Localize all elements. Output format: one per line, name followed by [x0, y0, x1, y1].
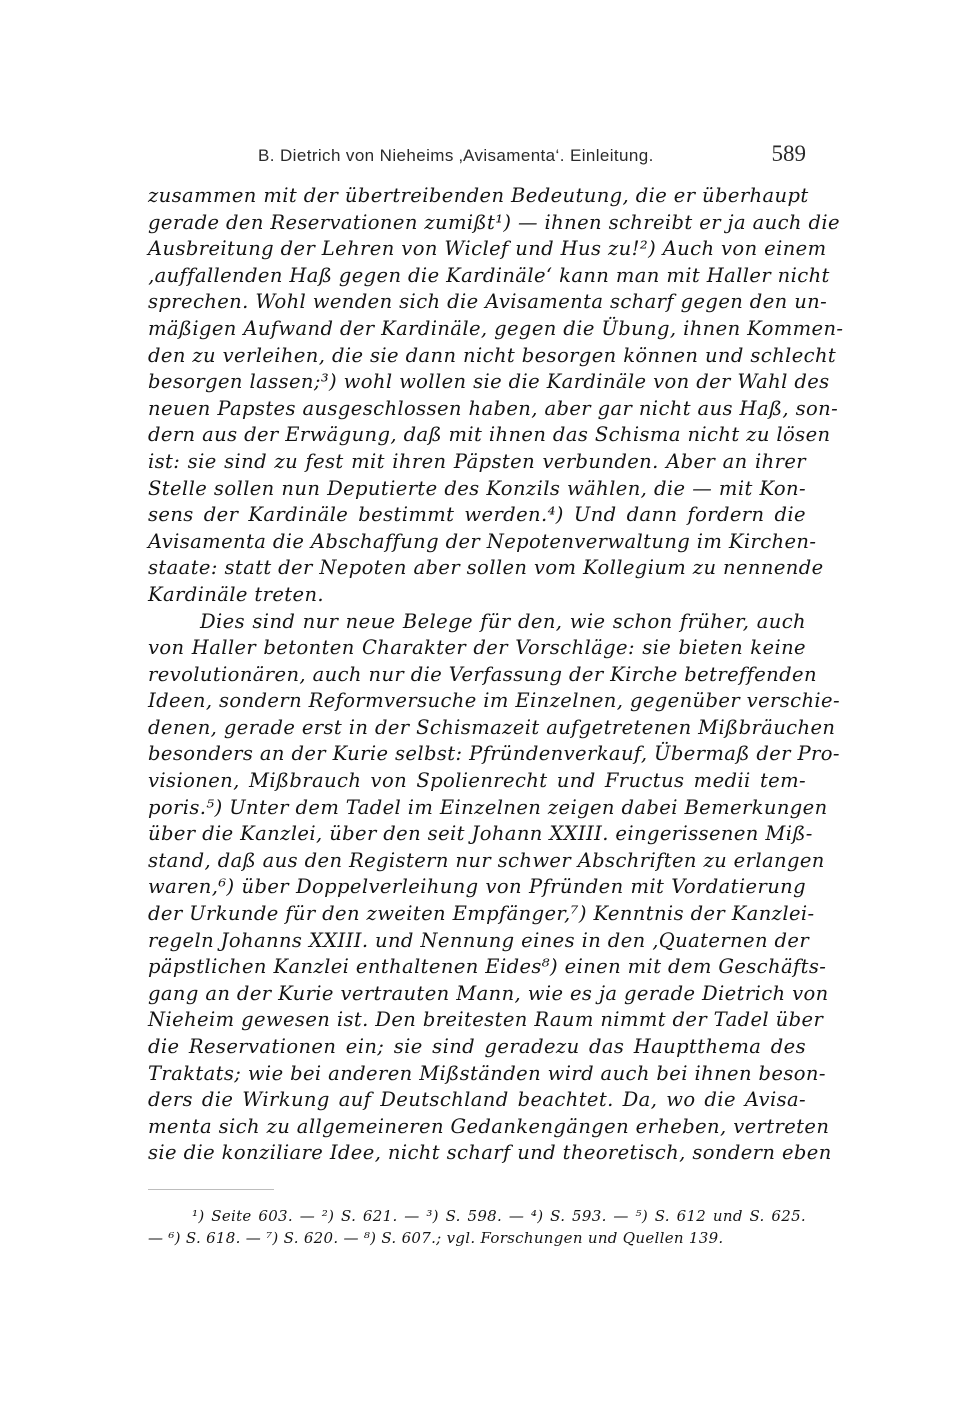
body-line: menta sich zu allgemeineren Gedankengängen erheben, vertreten	[148, 1114, 830, 1138]
body-line: Ausbreitung der Lehren von Wiclef und Hus zu!²) Auch von einem	[148, 237, 827, 261]
body-line: ist: sie sind zu fest mit ihren Päpsten verbunden. Aber an ihrer	[148, 449, 806, 473]
body-line: Stelle sollen nun Deputierte des Konzils wählen, die — mit Kon-	[148, 476, 806, 500]
body-line: die Reservationen ein; sie sind geradezu das Hauptthema des	[148, 1035, 806, 1058]
body-line: Kardinäle treten.	[148, 582, 325, 606]
body-line: waren,⁶) über Doppelverleihung von Pfründen mit Vordatierung	[148, 875, 806, 899]
body-line: den zu verleihen, die sie dann nicht besorgen können und schlecht	[148, 343, 837, 367]
body-line: über die Kanzlei, über den seit Johann XXIII. eingerissenen Miß-	[148, 822, 813, 846]
body-line: päpstlichen Kanzlei enthaltenen Eides⁸) einen mit dem Geschäfts-	[148, 955, 827, 979]
body-line: stand, daß aus den Registern nur schwer Abschriften zu erlangen	[148, 848, 825, 872]
body-line: besorgen lassen;³) wohl wollen sie die Kardinäle von der Wahl des	[148, 370, 830, 394]
body-line: dern aus der Erwägung, daß mit ihnen das Schisma nicht zu lösen	[148, 423, 831, 447]
body-line: ‚auffallenden Haß gegen die Kardinäle‘ kann man mit Haller nicht	[148, 263, 830, 287]
body-line: zusammen mit der übertreibenden Bedeutung, die er überhaupt	[148, 184, 809, 207]
body-line: besonders an der Kurie selbst: Pfründenverkauf, Übermaß der Pro-	[148, 742, 840, 766]
body-line: Nieheim gewesen ist. Den breitesten Raum nimmt der Tadel über	[148, 1008, 824, 1032]
body-line: Ideen, sondern Reformversuche im Einzelnen, gegenüber verschie-	[148, 689, 840, 713]
body-line: Dies sind nur neue Belege für den, wie schon früher, auch	[200, 609, 806, 633]
body-line: regeln Johanns XXIII. und Nennung eines in den ‚Quaternen der	[148, 928, 810, 952]
page-header	[258, 143, 806, 169]
body-line: Traktats; wie bei anderen Mißständen wird auch bei ihnen beson-	[148, 1061, 826, 1085]
running-title: B. Dietrich von Nieheims ‚Avisamenta‘. Einleitung.	[258, 146, 654, 165]
body-line: ders die Wirkung auf Deutschland beachtet. Da, wo die Avisa-	[148, 1088, 806, 1112]
footnote-line: ¹) Seite 603. — ²) S. 621. — ³) S. 598. — ⁴) S. 593. — ⁵) S. 612 und S. 625.	[192, 1207, 806, 1225]
footnote-rule	[148, 1189, 274, 1190]
body-line: visionen, Mißbrauch von Spolienrecht und Fructus medii tem-	[148, 769, 806, 793]
body-line: Avisamenta die Abschaffung der Nepotenverwaltung im Kirchen-	[148, 529, 817, 553]
body-line: sprechen. Wohl wenden sich die Avisamenta scharf gegen den un-	[148, 290, 828, 314]
body-line: gang an der Kurie vertrauten Mann, wie es ja gerade Dietrich von	[148, 981, 829, 1005]
body-text	[148, 183, 844, 1167]
body-line: staate: statt der Nepoten aber sollen vom Kollegium zu nennende	[148, 556, 824, 580]
body-line: gerade den Reservationen zumißt¹) — ihnen schreibt er ja auch die	[148, 210, 840, 234]
body-line: der Urkunde für den zweiten Empfänger,⁷) Kenntnis der Kanzlei-	[148, 902, 815, 926]
body-line: neuen Papstes ausgeschlossen haben, aber gar nicht aus Haß, son-	[148, 396, 839, 420]
body-line: denen, gerade erst in der Schismazeit aufgetretenen Mißbräuchen	[148, 715, 836, 739]
page-number: 589	[771, 141, 806, 166]
body-line: poris.⁵) Unter dem Tadel im Einzelnen zeigen dabei Bemerkungen	[148, 795, 828, 819]
body-line: sie die konziliare Idee, nicht scharf und theoretisch, sondern eben	[148, 1141, 832, 1165]
body-line: sens der Kardinäle bestimmt werden.⁴) Und dann fordern die	[148, 503, 806, 527]
footnotes	[148, 1205, 806, 1249]
body-line: revolutionären, auch nur die Verfassung der Kirche betreffenden	[148, 662, 817, 686]
body-line: von Haller betonten Charakter der Vorschläge: sie bieten keine	[148, 636, 806, 660]
footnote-line: — ⁶) S. 618. — ⁷) S. 620. — ⁸) S. 607.; vgl. Forschungen und Quellen 139.	[148, 1229, 724, 1247]
body-line: mäßigen Aufwand der Kardinäle, gegen die Übung, ihnen Kommen-	[148, 316, 844, 340]
